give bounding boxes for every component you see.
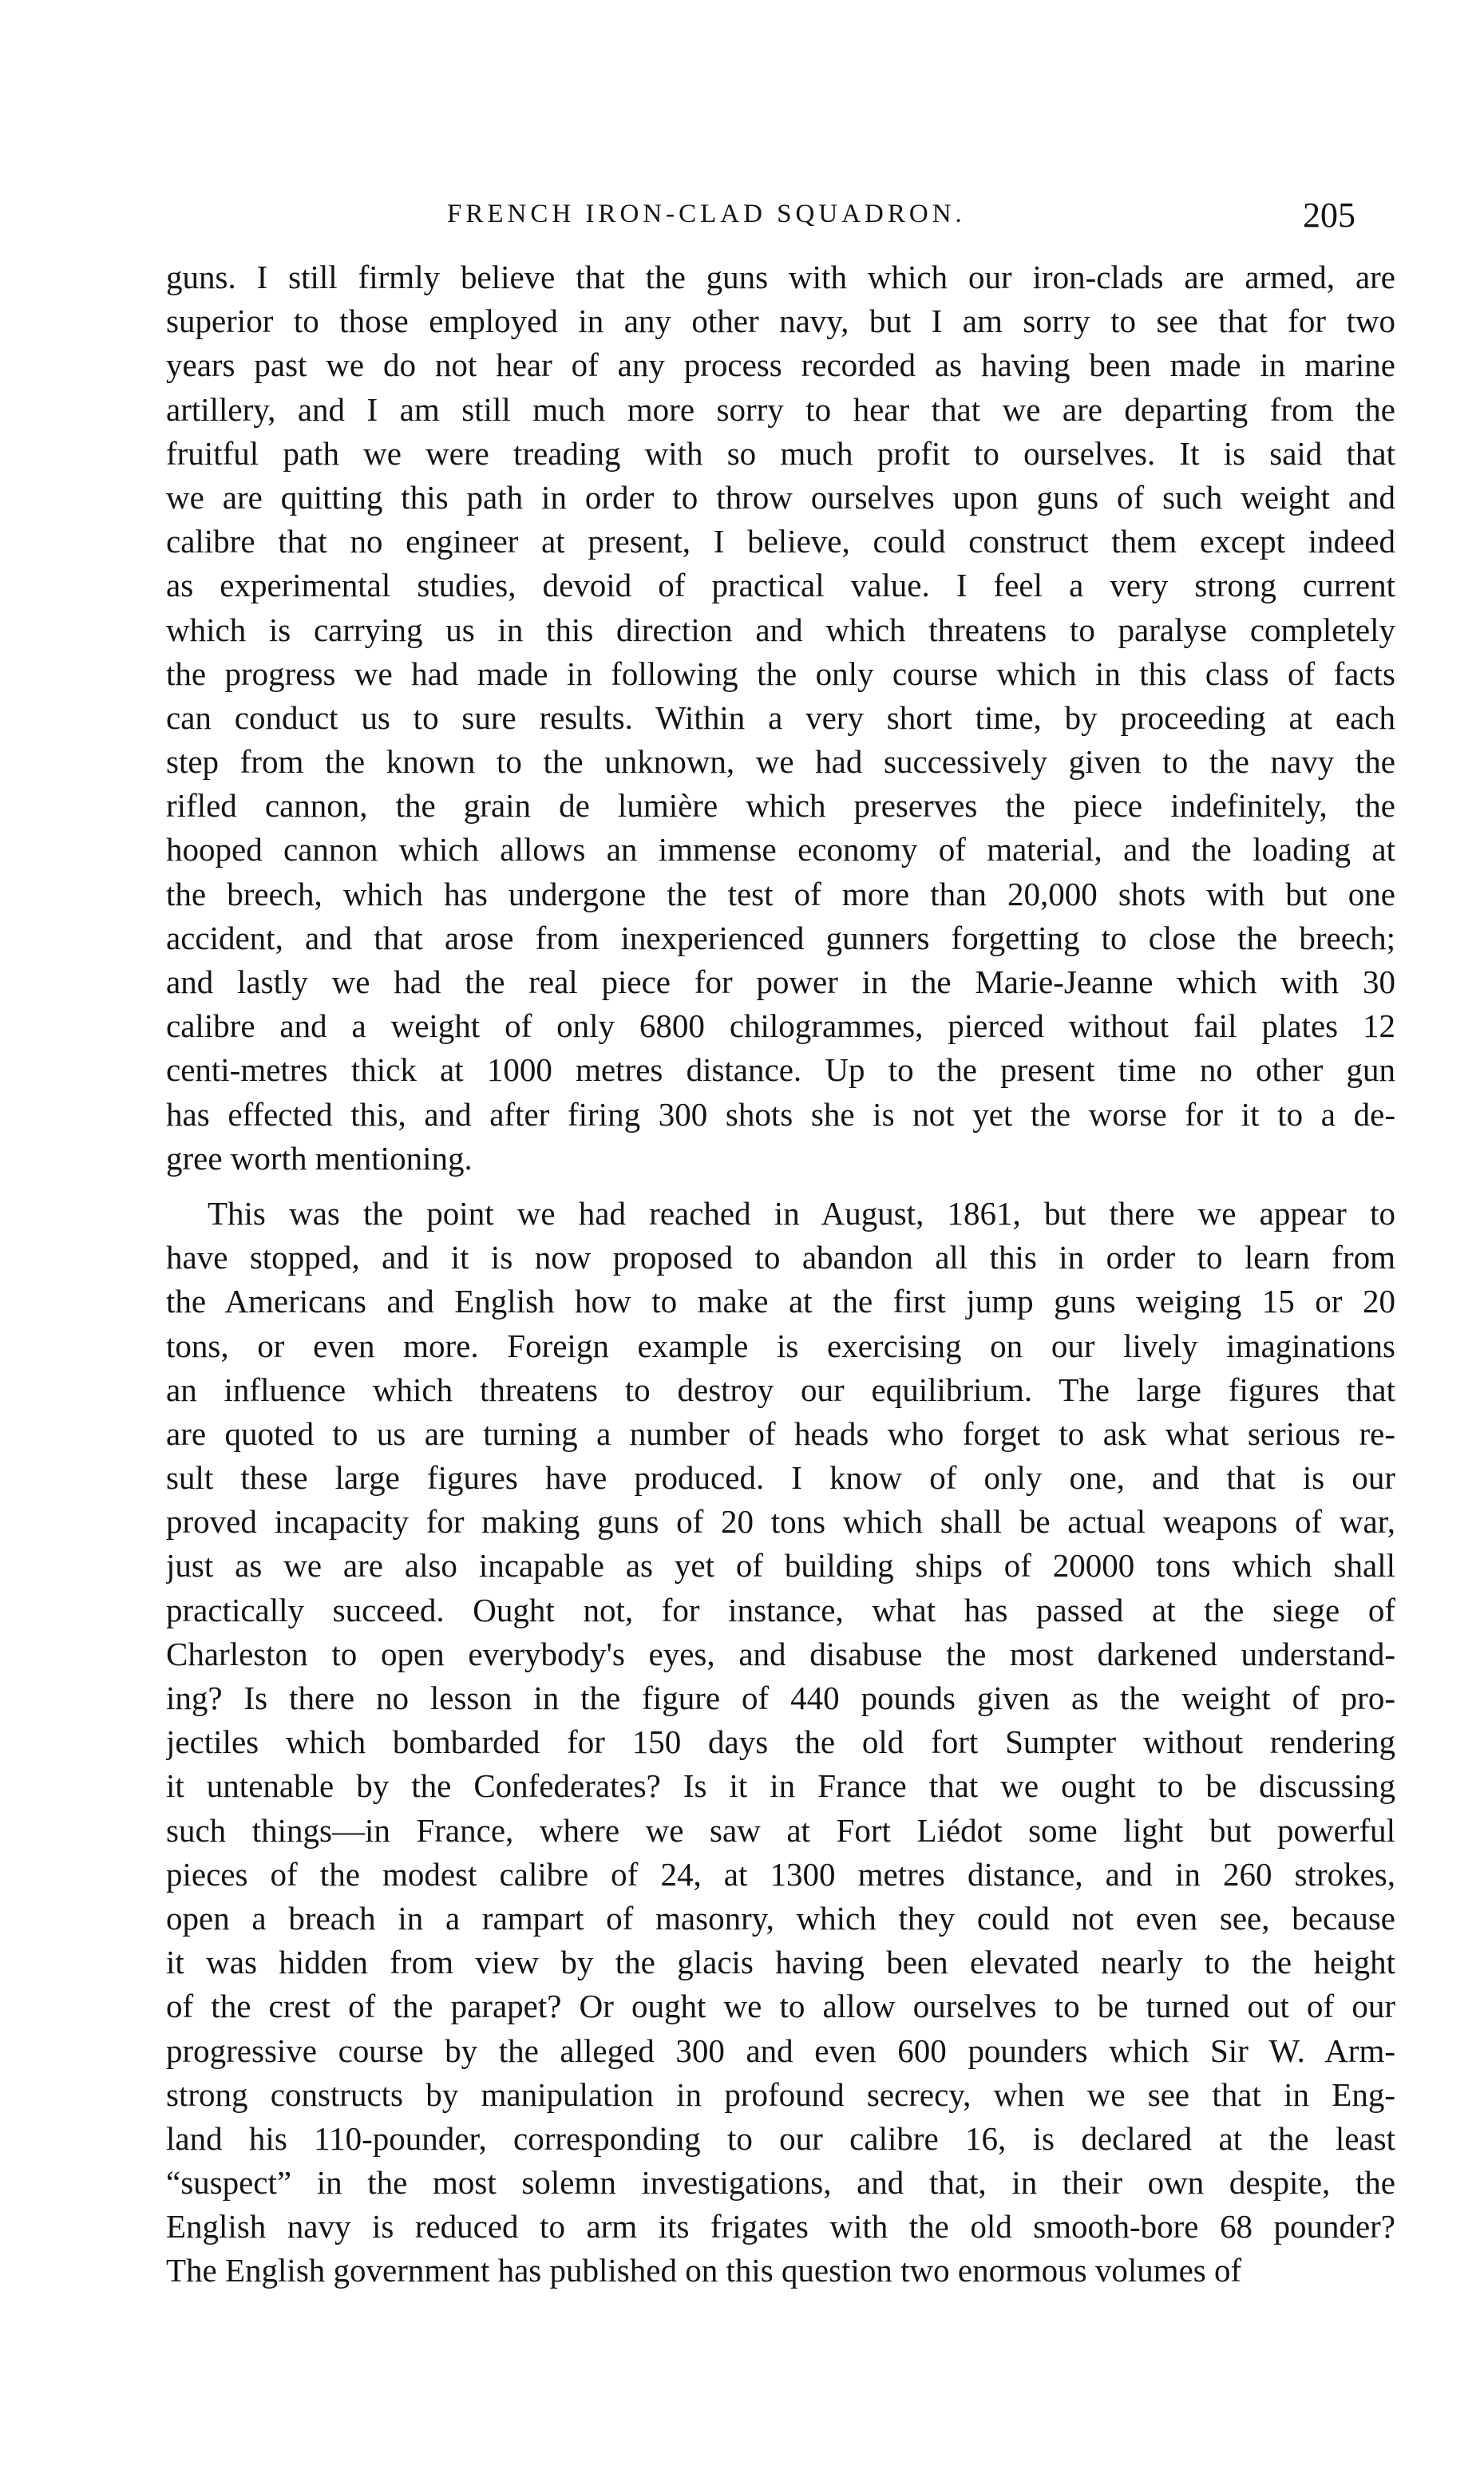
text-line: such things—in France, where we saw at Fort Liédot some light but powerful [166, 1811, 1395, 1849]
text-line: years past we do not hear of any process recorded as having been made in marine [166, 346, 1395, 384]
text-line: an influence which threatens to destroy our equilibrium. The large figures that [166, 1371, 1395, 1408]
text-line: superior to those employed in any other navy, but I am sorry to see that for two [166, 303, 1395, 340]
text-line: strong constructs by manipulation in profound secrecy, when we see that in Eng- [166, 2075, 1395, 2113]
text-line: which is carrying us in this direction and which threatens to paralyse completely [166, 611, 1395, 648]
paragraph-1 [166, 255, 1395, 1181]
text-line: “suspect” in the most solemn investigations, and that, in their own despite, the [166, 2164, 1395, 2202]
text-line: it untenable by the Confederates? Is it in France that we ought to be discussing [166, 1767, 1395, 1805]
text-line: gree worth mentioning. [166, 1139, 473, 1177]
text-line: guns. I still firmly believe that the guns with which our iron-clads are armed, are [166, 259, 1395, 295]
text-line: Charleston to open everybody's eyes, and disabuse the most darkened understand- [166, 1635, 1395, 1672]
text-line: have stopped, and it is now proposed to abandon all this in order to learn from [166, 1239, 1395, 1276]
paragraph-2 [166, 1192, 1395, 2293]
text-line: can conduct us to sure results. Within a very short time, by proceeding at each [166, 698, 1395, 736]
text-line: hooped cannon which allows an immense economy of material, and the loading at [166, 831, 1395, 869]
text-line: accident, and that arose from inexperienced gunners forgetting to close the breech; [166, 919, 1395, 956]
text-line: tons, or even more. Foreign example is exercising on our lively imaginations [166, 1327, 1395, 1364]
text-line: pieces of the modest calibre of 24, at 1300 metres distance, and in 260 strokes, [166, 1855, 1395, 1893]
text-line: has effected this, and after firing 300 shots she is not yet the worse for it to a de- [166, 1095, 1395, 1133]
text-line: calibre that no engineer at present, I believe, could construct them except indeed [166, 523, 1395, 560]
text-line: land his 110-pounder, corresponding to our calibre 16, is declared at the least [166, 2119, 1395, 2157]
text-line: progressive course by the alleged 300 and even 600 pounders which Sir W. Arm- [166, 2032, 1395, 2069]
text-line: the Americans and English how to make at the first jump guns weiging 15 or 20 [166, 1283, 1395, 1320]
text-line: proved incapacity for making guns of 20 tons which shall be actual weapons of war, [166, 1503, 1395, 1541]
text-line: step from the known to the unknown, we had successively given to the navy the [166, 743, 1395, 781]
text-line: it was hidden from view by the glacis having been elevated nearly to the height [166, 1944, 1395, 1981]
text-line: fruitful path we were treading with so much profit to ourselves. It is said that [166, 434, 1395, 472]
text-line: English navy is reduced to arm its frigates with the old smooth-bore 68 pounder? [166, 2208, 1395, 2245]
text-line: rifled cannon, the grain de lumière which preserves the piece indefinitely, the [166, 787, 1395, 825]
text-line: The English government has published on this question two enormous volumes of [166, 2252, 1242, 2289]
running-head: FRENCH IRON-CLAD SQUADRON. [447, 200, 966, 228]
text-line: of the crest of the parapet? Or ought we to allow ourselves to be turned out of our [166, 1988, 1395, 2025]
text-line: centi-metres thick at 1000 metres distance. Up to the present time no other gun [166, 1051, 1395, 1089]
text-line: the breech, which has undergone the test of more than 20,000 shots with but one [166, 875, 1395, 912]
page-number: 205 [1303, 196, 1355, 235]
text-line: as experimental studies, devoid of practical value. I feel a very strong current [166, 567, 1395, 604]
text-line: This was the point we had reached in August, 1861, but there we appear to [208, 1194, 1395, 1232]
text-line: jectiles which bombarded for 150 days the old fort Sumpter without rendering [166, 1723, 1395, 1761]
text-line: ing? Is there no lesson in the figure of 440 pounds given as the weight of pro- [166, 1680, 1395, 1716]
text-line: open a breach in a rampart of masonry, which they could not even see, because [166, 1899, 1395, 1937]
body-text [166, 255, 1395, 2293]
text-line: practically succeed. Ought not, for instance, what has passed at the siege of [166, 1591, 1395, 1628]
text-line: and lastly we had the real piece for power in the Marie-Jeanne which with 30 [166, 963, 1395, 1000]
text-line: calibre and a weight of only 6800 chilogrammes, pierced without fail plates 12 [166, 1007, 1395, 1045]
text-line: sult these large figures have produced. I know of only one, and that is our [166, 1459, 1395, 1497]
text-line: are quoted to us are turning a number of heads who forget to ask what serious re- [166, 1415, 1395, 1452]
text-line: just as we are also incapable as yet of building ships of 20000 tons which shall [166, 1547, 1395, 1585]
text-line: we are quitting this path in order to throw ourselves upon guns of such weight and [166, 478, 1395, 516]
text-line: the progress we had made in following the only course which in this class of facts [166, 655, 1395, 692]
text-line: artillery, and I am still much more sorry to hear that we are departing from the [166, 390, 1395, 428]
